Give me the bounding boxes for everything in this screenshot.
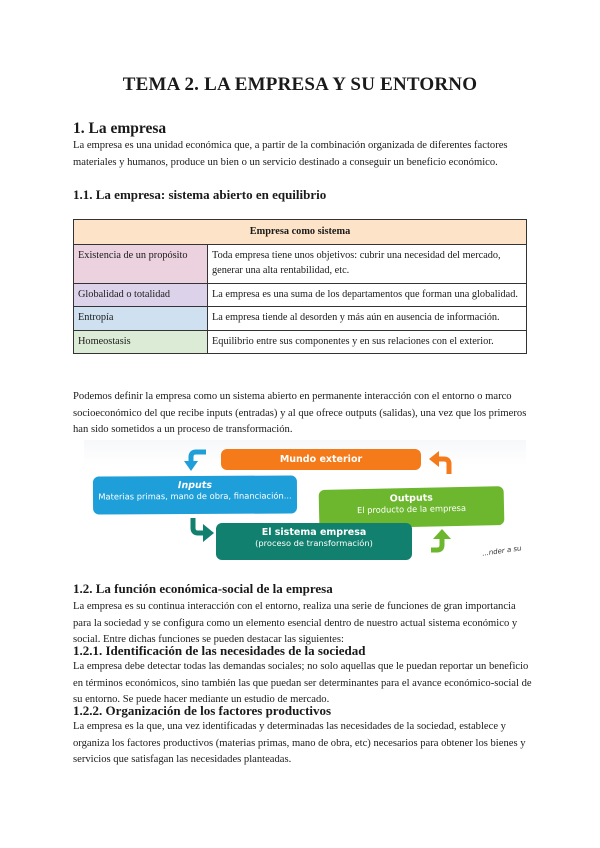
table-row: [74, 244, 527, 283]
subsection-heading-sistema-abierto: 1.1. La empresa: sistema abierto en equilibrio: [73, 187, 327, 202]
paragraph-sistema-abierto: Podemos definir la empresa como un sistema abierto en permanente interacción con el entorno o marco socioeconómico del que recibe inputs (entradas) y al que ofrece outputs (salidas), una vez que los primeros han sido sometidos a un proceso de transformación.: [73, 391, 527, 435]
table-row: [74, 307, 527, 331]
inputs-label: Inputs: [177, 479, 213, 492]
inputs-description: Materias primas, mano de obra, financiación...: [98, 490, 292, 502]
mundo-exterior-label: Mundo exterior: [279, 454, 363, 465]
sistema-empresa-description: (proceso de transformación): [255, 538, 373, 548]
curved-arrow-back-icon: [428, 450, 454, 476]
subsection-heading-identificacion-necesidades: 1.2.1. Identificación de las necesidades de la sociedad: [73, 643, 366, 658]
table-key-cell: Homeostasis: [74, 330, 208, 354]
mundo-exterior-box: [221, 449, 421, 470]
subsection-heading-organizacion-factores: 1.2.2. Organización de los factores productivos: [73, 703, 332, 718]
table-value-cell: Equilibrio entre sus componentes y en sus relaciones con el exterior.: [208, 330, 527, 354]
table-key-cell: Entropía: [74, 307, 208, 331]
subsection-heading-funcion-economica: 1.2. La función económica-social de la empresa: [73, 581, 333, 596]
sistema-empresa-box: [216, 523, 412, 560]
paragraph-identificacion-necesidades: La empresa debe detectar todas las demandas sociales; no solo aquellas que le puedan reportar un beneficio en términos económicos, sino también las que puedan ser determinantes para el avance económico-social de su entorno. Se puede hacer mediante un estudio de mercado.: [73, 661, 532, 705]
cropped-caption-text: ...nder a su: [481, 544, 522, 558]
paragraph-funcion-economica: La empresa es su continua interacción con el entorno, realiza una serie de funciones de gran importancia para la sociedad y se configura como un elemento esencial dentro de nuestro actual sistema económico y social. Entre dichas funciones se pueden destacar las siguientes:: [73, 601, 518, 645]
sistema-empresa-label: El sistema empresa: [261, 527, 367, 538]
table-row: [74, 330, 527, 354]
table-row: [74, 283, 527, 307]
outputs-description: El producto de la empresa: [356, 502, 467, 516]
curved-arrow-down-icon: [182, 448, 210, 474]
section-heading-la-empresa: 1. La empresa: [73, 120, 167, 137]
table-header-row: [74, 220, 527, 245]
curved-arrow-up-icon: [429, 528, 453, 554]
document-title: TEMA 2. LA EMPRESA Y SU ENTORNO: [122, 74, 478, 95]
inputs-box: [93, 475, 297, 514]
table-value-cell: La empresa es una suma de los departamentos que forman una globalidad.: [208, 283, 527, 307]
outputs-label: Outputs: [389, 492, 433, 505]
curved-arrow-right-icon: [188, 518, 216, 544]
table-key-cell: Existencia de un propósito: [74, 244, 208, 283]
table-value-cell: Toda empresa tiene unos objetivos: cubrir una necesidad del mercado, generar una alta rentabilidad, etc.: [208, 244, 527, 283]
sistema-empresa-diagram: [84, 440, 526, 568]
empresa-sistema-table: [73, 219, 527, 354]
paragraph-definicion-empresa: La empresa es una unidad económica que, a partir de la combinación organizada de diferentes factores materiales y humanos, produce un bien o un servicio destinado a conseguir un beneficio económico.: [73, 140, 508, 168]
table-key-cell: Globalidad o totalidad: [74, 283, 208, 307]
table-value-cell: La empresa tiende al desorden y más aún en ausencia de información.: [208, 307, 527, 331]
table-header: Empresa como sistema: [74, 220, 527, 245]
paragraph-organizacion-factores: La empresa es la que, una vez identificadas y determinadas las necesidades de la sociedad, establece y organiza los factores productivos (materias primas, mano de obra, etc) necesarios para obtener los bienes y servicios que satisfagan las necesidades planteadas.: [73, 721, 526, 765]
